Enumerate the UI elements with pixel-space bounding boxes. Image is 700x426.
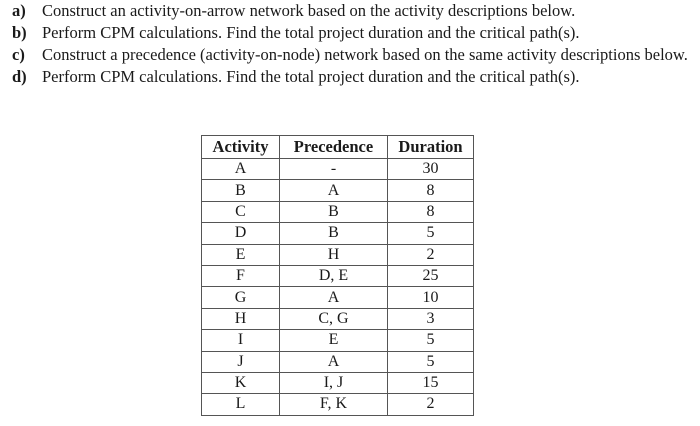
- activity-cell: K: [202, 372, 280, 393]
- precedence-cell: C, G: [280, 308, 388, 329]
- duration-cell: 5: [388, 330, 474, 351]
- table-row: [202, 244, 474, 265]
- activity-cell: L: [202, 394, 280, 415]
- activity-cell: A: [202, 159, 280, 180]
- duration-cell: 2: [388, 394, 474, 415]
- duration-cell: 25: [388, 265, 474, 286]
- question-label: d): [12, 67, 27, 86]
- precedence-cell: B: [280, 201, 388, 222]
- precedence-cell: B: [280, 223, 388, 244]
- duration-cell: 8: [388, 180, 474, 201]
- precedence-cell: E: [280, 330, 388, 351]
- question-d: [12, 66, 696, 88]
- question-text: Construct a precedence (activity-on-node) network based on the same activity descriptions below.: [42, 45, 688, 64]
- activity-cell: H: [202, 308, 280, 329]
- table-row: [202, 201, 474, 222]
- table-row: [202, 265, 474, 286]
- table-row: [202, 330, 474, 351]
- table-row: [202, 287, 474, 308]
- table-row: [202, 223, 474, 244]
- question-b: [12, 22, 696, 44]
- activity-cell: E: [202, 244, 280, 265]
- table-row: [202, 372, 474, 393]
- table-row: [202, 351, 474, 372]
- activity-cell: I: [202, 330, 280, 351]
- question-label: a): [12, 1, 26, 20]
- question-list: [12, 0, 696, 88]
- precedence-cell: -: [280, 159, 388, 180]
- question-text: Construct an activity-on-arrow network based on the activity descriptions below.: [42, 1, 576, 20]
- header-activity: Activity: [202, 136, 280, 159]
- table-row: [202, 308, 474, 329]
- precedence-cell: I, J: [280, 372, 388, 393]
- header-duration: Duration: [388, 136, 474, 159]
- question-label: c): [12, 45, 25, 64]
- question-text: Perform CPM calculations. Find the total project duration and the critical path(s).: [42, 23, 580, 42]
- question-text: Perform CPM calculations. Find the total project duration and the critical path(s).: [42, 67, 580, 86]
- precedence-cell: D, E: [280, 265, 388, 286]
- duration-cell: 30: [388, 159, 474, 180]
- duration-cell: 5: [388, 351, 474, 372]
- duration-cell: 3: [388, 308, 474, 329]
- duration-cell: 8: [388, 201, 474, 222]
- precedence-cell: H: [280, 244, 388, 265]
- duration-cell: 15: [388, 372, 474, 393]
- activity-cell: J: [202, 351, 280, 372]
- precedence-cell: A: [280, 351, 388, 372]
- activity-cell: B: [202, 180, 280, 201]
- precedence-cell: A: [280, 287, 388, 308]
- question-a: [12, 0, 696, 22]
- activity-cell: D: [202, 223, 280, 244]
- table-row: [202, 180, 474, 201]
- duration-cell: 2: [388, 244, 474, 265]
- activity-cell: F: [202, 265, 280, 286]
- table-row: [202, 394, 474, 415]
- table-header-row: [202, 136, 474, 159]
- activity-table: [201, 135, 474, 416]
- precedence-cell: F, K: [280, 394, 388, 415]
- question-label: b): [12, 23, 27, 42]
- header-precedence: Precedence: [280, 136, 388, 159]
- activity-table-container: [201, 135, 474, 416]
- activity-cell: G: [202, 287, 280, 308]
- activity-cell: C: [202, 201, 280, 222]
- duration-cell: 5: [388, 223, 474, 244]
- precedence-cell: A: [280, 180, 388, 201]
- duration-cell: 10: [388, 287, 474, 308]
- table-row: [202, 159, 474, 180]
- question-c: [12, 44, 696, 66]
